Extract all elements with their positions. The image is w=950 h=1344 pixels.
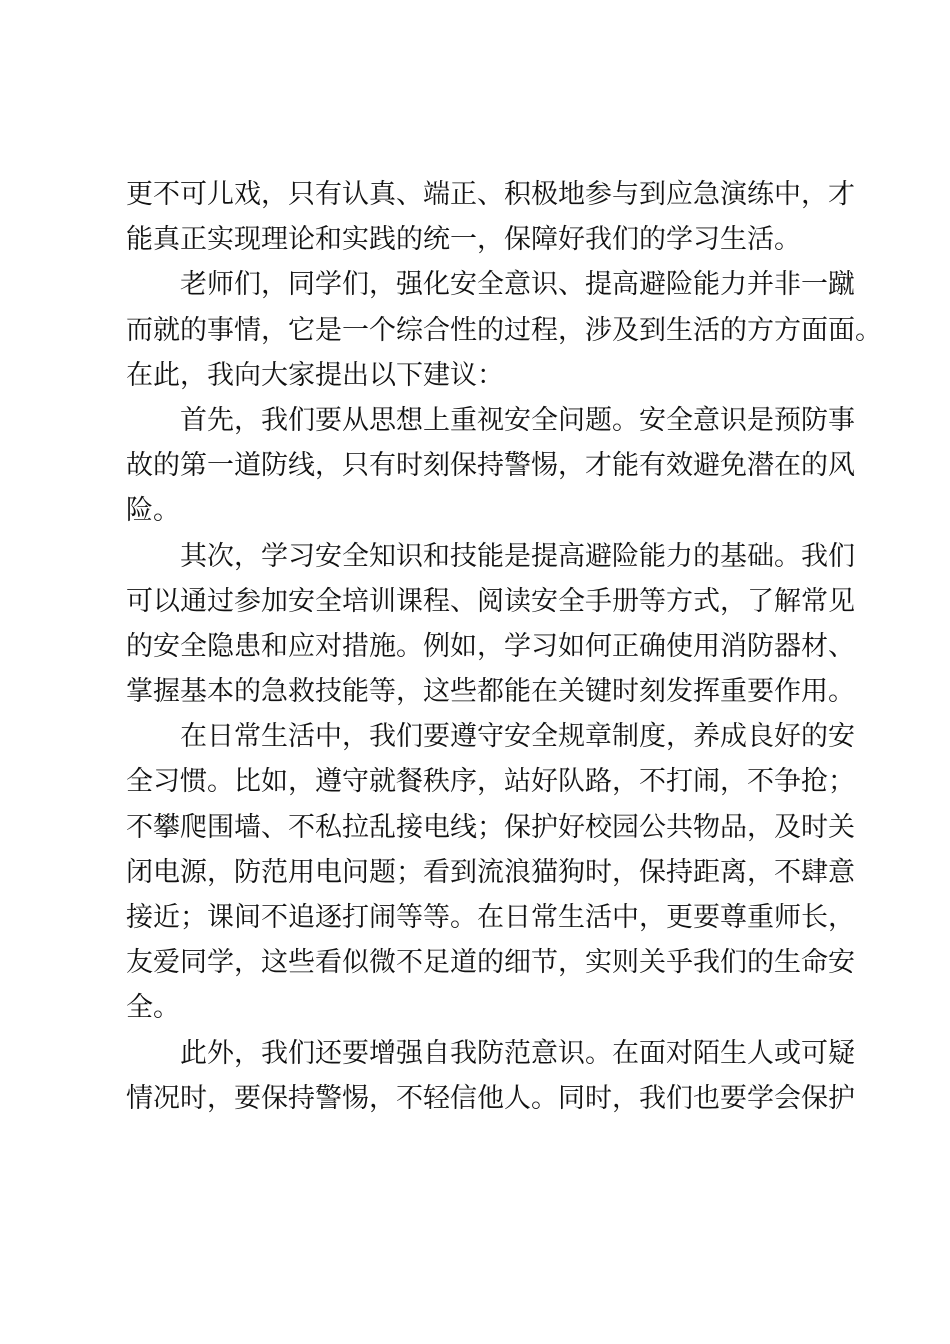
paragraph-start-line: 此外，我们还要增强自我防范意识。在面对陌生人或可疑 bbox=[180, 1037, 855, 1069]
text-line: 险。 bbox=[126, 495, 180, 527]
paragraph-start-line: 老师们，同学们，强化安全意识、提高避险能力并非一蹴 bbox=[180, 269, 855, 301]
document-body bbox=[126, 172, 882, 1121]
text-line: 全习惯。比如，遵守就餐秩序，站好队路，不打闹，不争抢； bbox=[126, 766, 855, 798]
paragraph-start-line: 在日常生活中，我们要遵守安全规章制度，养成良好的安 bbox=[180, 721, 855, 753]
text-line: 的安全隐患和应对措施。例如，学习如何正确使用消防器材、 bbox=[126, 630, 855, 662]
text-line: 能真正实现理论和实践的统一，保障好我们的学习生活。 bbox=[126, 224, 801, 256]
text-line: 情况时，要保持警惕，不轻信他人。同时，我们也要学会保护 bbox=[126, 1082, 855, 1114]
text-line: 在此，我向大家提出以下建议： bbox=[126, 359, 504, 391]
text-line: 可以通过参加安全培训课程、阅读安全手册等方式，了解常见 bbox=[126, 585, 855, 617]
text-line: 全。 bbox=[126, 992, 180, 1024]
paragraph-start-line: 首先，我们要从思想上重视安全问题。安全意识是预防事 bbox=[180, 404, 855, 436]
text-line: 闭电源，防范用电问题；看到流浪猫狗时，保持距离，不肆意 bbox=[126, 856, 855, 888]
text-line: 掌握基本的急救技能等，这些都能在关键时刻发挥重要作用。 bbox=[126, 676, 855, 708]
text-line: 接近；课间不追逐打闹等等。在日常生活中，更要尊重师长， bbox=[126, 902, 855, 933]
text-line: 更不可儿戏，只有认真、端正、积极地参与到应急演练中，才 bbox=[126, 179, 855, 210]
text-line: 不攀爬围墙、不私拉乱接电线；保护好校园公共物品，及时关 bbox=[126, 811, 855, 843]
text-line: 友爱同学，这些看似微不足道的细节，实则关乎我们的生命安 bbox=[126, 947, 855, 979]
text-line: 而就的事情，它是一个综合性的过程，涉及到生活的方方面面。 bbox=[126, 314, 882, 346]
text-line: 故的第一道防线，只有时刻保持警惕，才能有效避免潜在的风 bbox=[126, 450, 855, 482]
paragraph-start-line: 其次，学习安全知识和技能是提高避险能力的基础。我们 bbox=[180, 540, 855, 572]
